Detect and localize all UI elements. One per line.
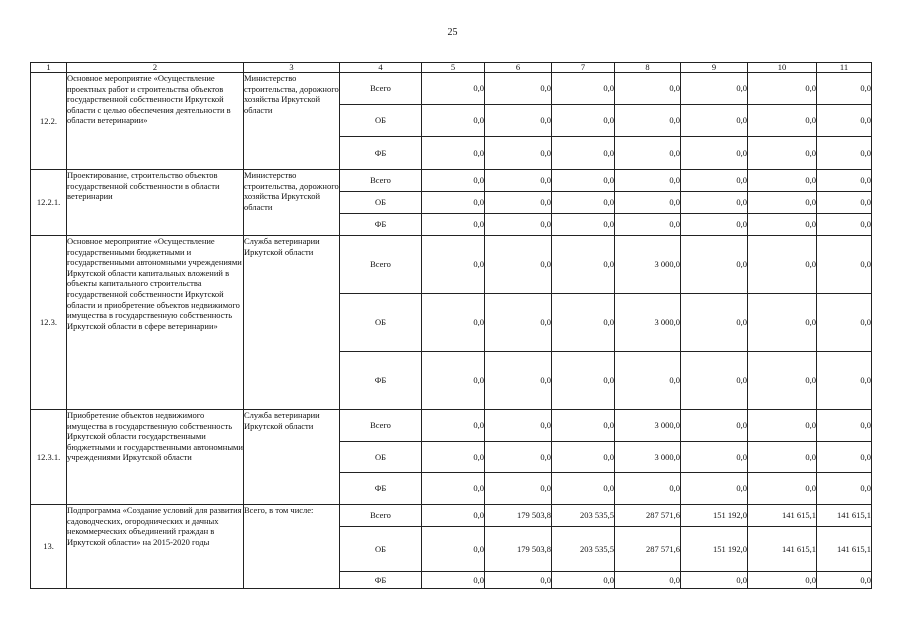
value-cell: 0,0 bbox=[748, 410, 817, 442]
row-responsible: Министерство строительства, дорожного хозяйства Иркутской области bbox=[244, 73, 340, 170]
value-cell: 0,0 bbox=[422, 214, 485, 236]
funding-source: Всего bbox=[340, 410, 422, 442]
row-description: Основное мероприятие «Осуществление проектных работ и строительства объектов государственной собственности Иркутской области с целью обеспечения деятельности в области ветеринарии» bbox=[67, 73, 244, 170]
value-cell: 0,0 bbox=[748, 192, 817, 214]
value-cell: 0,0 bbox=[552, 572, 615, 589]
value-cell: 0,0 bbox=[817, 137, 872, 170]
value-cell: 0,0 bbox=[817, 410, 872, 442]
row-description: Основное мероприятие «Осуществление государственными бюджетными и государственными автономными учреждениями Иркутской области капитальных вложений в объекты капитального строительства государственной собственности Иркутской области и приобретение объектов недвижимого имущества в государственную собственность Иркутской области в сфере ветеринарии» bbox=[67, 236, 244, 410]
value-cell: 0,0 bbox=[552, 73, 615, 105]
column-header: 1 bbox=[31, 63, 67, 73]
value-cell: 0,0 bbox=[422, 505, 485, 527]
value-cell: 0,0 bbox=[422, 294, 485, 352]
value-cell: 0,0 bbox=[817, 442, 872, 473]
value-cell: 0,0 bbox=[748, 137, 817, 170]
value-cell: 0,0 bbox=[748, 73, 817, 105]
row-responsible: Всего, в том числе: bbox=[244, 505, 340, 589]
budget-table bbox=[30, 62, 872, 589]
value-cell: 0,0 bbox=[681, 73, 748, 105]
funding-source: ОБ bbox=[340, 192, 422, 214]
value-cell: 287 571,6 bbox=[615, 505, 681, 527]
value-cell: 0,0 bbox=[485, 236, 552, 294]
value-cell: 0,0 bbox=[485, 442, 552, 473]
value-cell: 0,0 bbox=[552, 352, 615, 410]
value-cell: 0,0 bbox=[615, 473, 681, 505]
table-row bbox=[31, 505, 872, 527]
value-cell: 0,0 bbox=[552, 105, 615, 137]
value-cell: 0,0 bbox=[485, 192, 552, 214]
row-responsible: Министерство строительства, дорожного хозяйства Иркутской области bbox=[244, 170, 340, 236]
value-cell: 0,0 bbox=[615, 170, 681, 192]
value-cell: 0,0 bbox=[748, 294, 817, 352]
funding-source: ФБ bbox=[340, 214, 422, 236]
value-cell: 0,0 bbox=[681, 410, 748, 442]
funding-source: Всего bbox=[340, 505, 422, 527]
value-cell: 0,0 bbox=[817, 170, 872, 192]
value-cell: 0,0 bbox=[681, 236, 748, 294]
value-cell: 0,0 bbox=[485, 410, 552, 442]
row-number: 12.2.1. bbox=[31, 170, 67, 236]
value-cell: 3 000,0 bbox=[615, 442, 681, 473]
row-description: Проектирование, строительство объектов государственной собственности в области ветеринарии bbox=[67, 170, 244, 236]
value-cell: 0,0 bbox=[485, 352, 552, 410]
value-cell: 0,0 bbox=[422, 572, 485, 589]
row-description: Подпрограмма «Создание условий для развития садоводческих, огороднических и дачных некоммерческих объединений граждан в Иркутской области» на 2015-2020 годы bbox=[67, 505, 244, 589]
value-cell: 0,0 bbox=[552, 410, 615, 442]
value-cell: 0,0 bbox=[422, 473, 485, 505]
value-cell: 0,0 bbox=[422, 527, 485, 572]
value-cell: 0,0 bbox=[748, 105, 817, 137]
value-cell: 0,0 bbox=[681, 137, 748, 170]
value-cell: 179 503,8 bbox=[485, 505, 552, 527]
value-cell: 0,0 bbox=[817, 294, 872, 352]
column-header: 9 bbox=[681, 63, 748, 73]
value-cell: 0,0 bbox=[552, 294, 615, 352]
funding-source: ОБ bbox=[340, 527, 422, 572]
page-number: 25 bbox=[447, 27, 458, 38]
value-cell: 0,0 bbox=[552, 236, 615, 294]
value-cell: 141 615,1 bbox=[748, 527, 817, 572]
column-header: 3 bbox=[244, 63, 340, 73]
value-cell: 203 535,5 bbox=[552, 505, 615, 527]
funding-source: ФБ bbox=[340, 352, 422, 410]
funding-source: Всего bbox=[340, 170, 422, 192]
value-cell: 0,0 bbox=[681, 105, 748, 137]
value-cell: 203 535,5 bbox=[552, 527, 615, 572]
value-cell: 141 615,1 bbox=[748, 505, 817, 527]
row-responsible: Служба ветеринарии Иркутской области bbox=[244, 410, 340, 505]
value-cell: 151 192,0 bbox=[681, 527, 748, 572]
funding-source: ФБ bbox=[340, 572, 422, 589]
value-cell: 0,0 bbox=[748, 214, 817, 236]
value-cell: 0,0 bbox=[422, 442, 485, 473]
table-row bbox=[31, 236, 872, 294]
value-cell: 0,0 bbox=[485, 170, 552, 192]
funding-source: ОБ bbox=[340, 442, 422, 473]
column-header: 7 bbox=[552, 63, 615, 73]
value-cell: 0,0 bbox=[615, 192, 681, 214]
value-cell: 0,0 bbox=[748, 473, 817, 505]
value-cell: 141 615,1 bbox=[817, 505, 872, 527]
row-responsible: Служба ветеринарии Иркутской области bbox=[244, 236, 340, 410]
value-cell: 0,0 bbox=[552, 137, 615, 170]
value-cell: 0,0 bbox=[485, 572, 552, 589]
value-cell: 0,0 bbox=[817, 105, 872, 137]
value-cell: 0,0 bbox=[615, 105, 681, 137]
value-cell: 0,0 bbox=[422, 352, 485, 410]
value-cell: 0,0 bbox=[485, 137, 552, 170]
value-cell: 0,0 bbox=[485, 294, 552, 352]
row-number: 12.2. bbox=[31, 73, 67, 170]
funding-source: Всего bbox=[340, 236, 422, 294]
column-header: 10 bbox=[748, 63, 817, 73]
value-cell: 0,0 bbox=[748, 236, 817, 294]
table-row bbox=[31, 410, 872, 442]
table-row bbox=[31, 73, 872, 105]
value-cell: 0,0 bbox=[748, 442, 817, 473]
value-cell: 179 503,8 bbox=[485, 527, 552, 572]
value-cell: 0,0 bbox=[681, 442, 748, 473]
row-number: 12.3. bbox=[31, 236, 67, 410]
value-cell: 0,0 bbox=[422, 410, 485, 442]
column-header: 5 bbox=[422, 63, 485, 73]
value-cell: 0,0 bbox=[615, 352, 681, 410]
value-cell: 0,0 bbox=[422, 236, 485, 294]
value-cell: 0,0 bbox=[817, 214, 872, 236]
value-cell: 0,0 bbox=[817, 192, 872, 214]
value-cell: 0,0 bbox=[817, 236, 872, 294]
value-cell: 0,0 bbox=[817, 473, 872, 505]
value-cell: 0,0 bbox=[552, 192, 615, 214]
value-cell: 0,0 bbox=[552, 473, 615, 505]
column-header: 6 bbox=[485, 63, 552, 73]
value-cell: 0,0 bbox=[681, 572, 748, 589]
value-cell: 0,0 bbox=[681, 294, 748, 352]
column-header-row bbox=[31, 63, 872, 73]
value-cell: 0,0 bbox=[615, 73, 681, 105]
value-cell: 0,0 bbox=[748, 572, 817, 589]
column-header: 11 bbox=[817, 63, 872, 73]
value-cell: 0,0 bbox=[817, 352, 872, 410]
value-cell: 0,0 bbox=[681, 170, 748, 192]
value-cell: 0,0 bbox=[817, 73, 872, 105]
value-cell: 0,0 bbox=[485, 473, 552, 505]
value-cell: 0,0 bbox=[748, 352, 817, 410]
value-cell: 3 000,0 bbox=[615, 294, 681, 352]
value-cell: 287 571,6 bbox=[615, 527, 681, 572]
value-cell: 151 192,0 bbox=[681, 505, 748, 527]
value-cell: 0,0 bbox=[552, 170, 615, 192]
value-cell: 0,0 bbox=[681, 352, 748, 410]
value-cell: 0,0 bbox=[485, 73, 552, 105]
value-cell: 0,0 bbox=[681, 473, 748, 505]
value-cell: 3 000,0 bbox=[615, 236, 681, 294]
value-cell: 0,0 bbox=[552, 214, 615, 236]
row-number: 12.3.1. bbox=[31, 410, 67, 505]
column-header: 2 bbox=[67, 63, 244, 73]
column-header: 8 bbox=[615, 63, 681, 73]
value-cell: 0,0 bbox=[422, 105, 485, 137]
value-cell: 0,0 bbox=[422, 137, 485, 170]
value-cell: 0,0 bbox=[615, 214, 681, 236]
value-cell: 141 615,1 bbox=[817, 527, 872, 572]
value-cell: 0,0 bbox=[422, 192, 485, 214]
value-cell: 0,0 bbox=[422, 73, 485, 105]
value-cell: 0,0 bbox=[485, 214, 552, 236]
funding-source: ОБ bbox=[340, 105, 422, 137]
value-cell: 0,0 bbox=[748, 170, 817, 192]
funding-source: ОБ bbox=[340, 294, 422, 352]
value-cell: 0,0 bbox=[615, 572, 681, 589]
column-header: 4 bbox=[340, 63, 422, 73]
value-cell: 0,0 bbox=[552, 442, 615, 473]
row-description: Приобретение объектов недвижимого имущества в государственную собственность Иркутской области государственными бюджетными и государственными автономными учреждениями Иркутской области bbox=[67, 410, 244, 505]
value-cell: 0,0 bbox=[485, 105, 552, 137]
funding-source: Всего bbox=[340, 73, 422, 105]
value-cell: 0,0 bbox=[422, 170, 485, 192]
value-cell: 0,0 bbox=[615, 137, 681, 170]
value-cell: 0,0 bbox=[681, 192, 748, 214]
value-cell: 3 000,0 bbox=[615, 410, 681, 442]
row-number: 13. bbox=[31, 505, 67, 589]
funding-source: ФБ bbox=[340, 137, 422, 170]
funding-source: ФБ bbox=[340, 473, 422, 505]
value-cell: 0,0 bbox=[817, 572, 872, 589]
value-cell: 0,0 bbox=[681, 214, 748, 236]
table-row bbox=[31, 170, 872, 192]
